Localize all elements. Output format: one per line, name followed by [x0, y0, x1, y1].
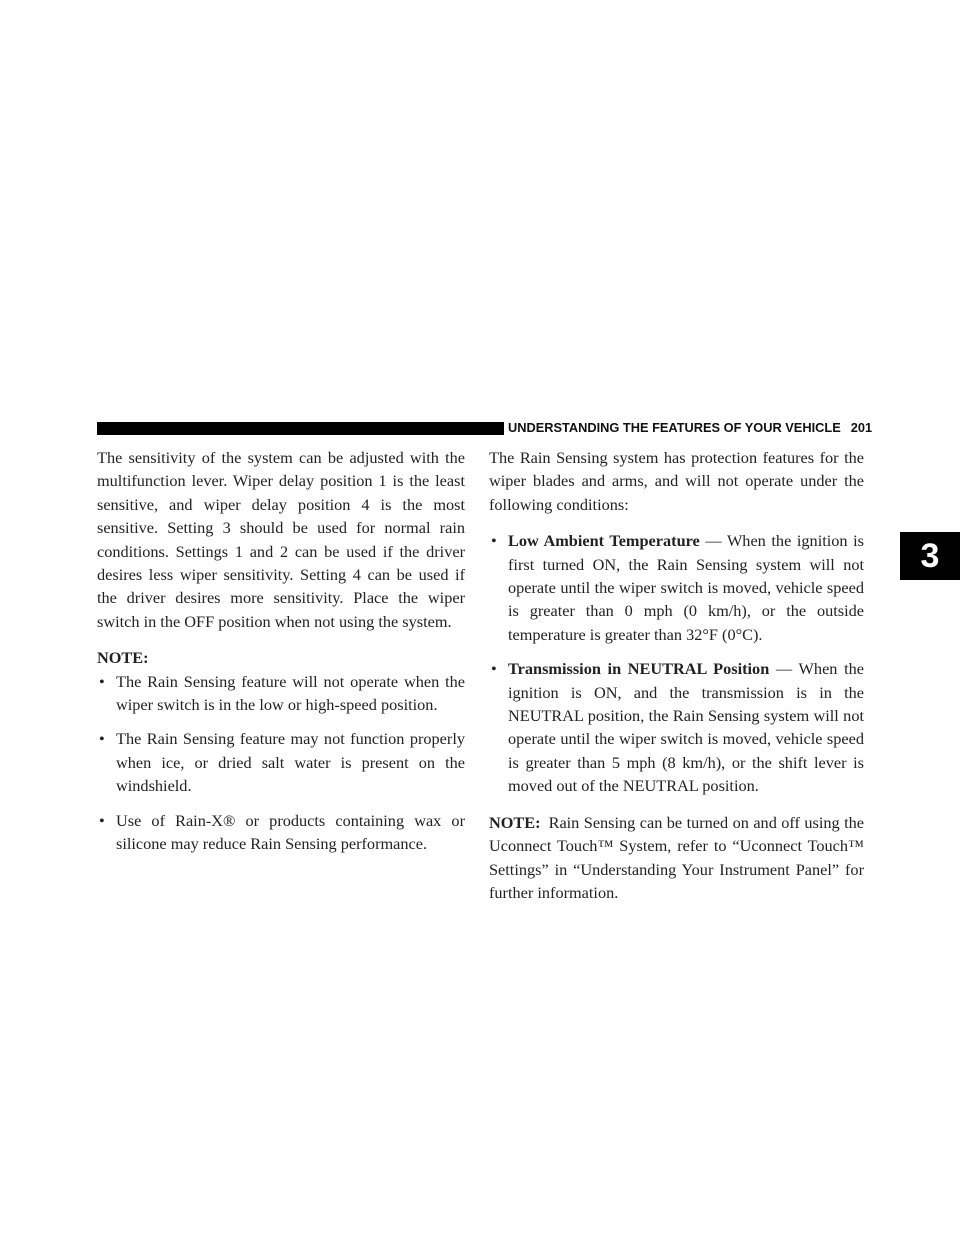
notes-list — [97, 670, 465, 856]
conditions-list — [489, 529, 864, 797]
page-number: 201 — [850, 420, 873, 435]
right-column — [489, 446, 864, 904]
list-item — [97, 809, 465, 856]
list-item — [97, 727, 465, 797]
note-text: Rain Sensing can be turned on and off using the Uconnect Touch™ System, refer to “Uconnect Touch™ Settings” in “Understanding Your Instrument Panel” for further information. — [489, 812, 864, 902]
note-paragraph — [489, 811, 864, 905]
condition-term: Low Ambient Temperature — [508, 531, 700, 551]
note-text: The Rain Sensing feature will not operate when the wiper switch is in the low or high-speed position. — [116, 671, 465, 715]
condition-text: — When the ignition is ON, and the transmission is in the NEUTRAL position, the Rain Sensing system will not operate until the wiper switch is moved, vehicle speed is greater than 5 mph (8 km/h), or the shift lever is moved out of the NEUTRAL position. — [508, 659, 864, 796]
bullet-icon: • — [99, 729, 105, 749]
note-text: The Rain Sensing feature may not function properly when ice, or dried salt water is present on the windshield. — [116, 729, 465, 796]
note-text: Use of Rain-X® or products containing wax or silicone may reduce Rain Sensing performance. — [116, 810, 465, 854]
bullet-icon: • — [99, 671, 105, 691]
list-item — [489, 657, 864, 797]
left-column — [97, 446, 465, 856]
condition-text: — When the ignition is first turned ON, the Rain Sensing system will not operate until the wiper switch is moved, vehicle speed is greater than 0 mph (0 km/h), or the outside temperature is greater than 32°F (0°C). — [508, 531, 864, 644]
bullet-icon: • — [99, 810, 105, 830]
header-rule — [97, 422, 504, 435]
chapter-tab: 3 — [900, 532, 960, 580]
protection-paragraph: The Rain Sensing system has protection features for the wiper blades and arms, and will not operate under the following conditions: — [489, 448, 864, 514]
list-item — [97, 670, 465, 717]
note-label: NOTE: — [489, 812, 541, 832]
bullet-icon: • — [491, 531, 497, 551]
condition-term: Transmission in NEUTRAL Position — [508, 659, 770, 679]
note-label: NOTE: — [97, 648, 149, 668]
list-item — [489, 529, 864, 646]
bullet-icon: • — [491, 659, 497, 679]
sensitivity-paragraph: The sensitivity of the system can be adjusted with the multifunction lever. Wiper delay position 1 is the least sensitive, and wiper delay position 4 is the most sensitive. Setting 3 should be used for normal rain conditions. Settings 1 and 2 can be used if the driver desires less wiper sensitivity. Setting 4 can be used if the driver desires more sensitivity. Place the wiper switch in the OFF position when not using the system. — [97, 448, 465, 631]
running-header — [508, 419, 872, 437]
section-title: UNDERSTANDING THE FEATURES OF YOUR VEHICLE — [508, 420, 841, 435]
